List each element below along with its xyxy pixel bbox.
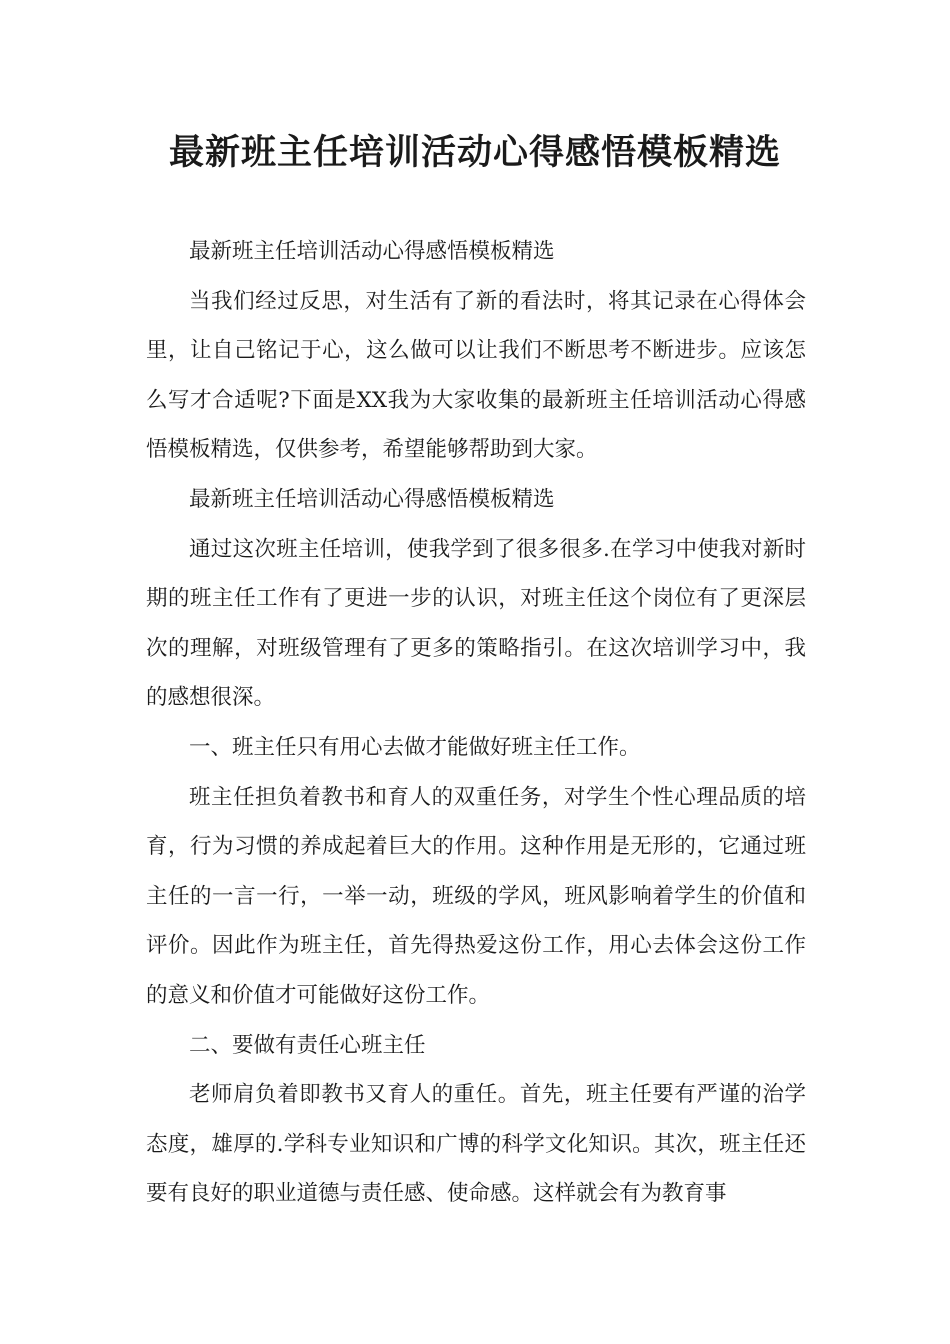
section-heading-2: 二、要做有责任心班主任 — [189, 1032, 426, 1058]
paragraph-section-1: 班主任担负着教书和育人的双重任务，对学生个性心理品质的培育，行为习惯的养成起着巨大的作用。这种作用是无形的，它通过班主任的一言一行，一举一动，班级的学风，班风影响着学生的价值和评价。因此作为班主任，首先得热爱这份工作，用心去体会这份工作的意义和价值才可能做好这份工作。 — [146, 784, 806, 1008]
paragraph-subtitle-2: 最新班主任培训活动心得感悟模板精选 — [189, 486, 555, 512]
paragraph-section-2: 老师肩负着即教书又育人的重任。首先，班主任要有严谨的治学态度，雄厚的.学科专业知识和广博的科学文化知识。其次，班主任还要有良好的职业道德与责任感、使命感。这样就会有为教育事 — [146, 1082, 806, 1207]
section-heading-1: 一、班主任只有用心去做才能做好班主任工作。 — [189, 734, 641, 760]
document-title: 最新班主任培训活动心得感悟模板精选 — [168, 133, 781, 173]
paragraph-subtitle-1: 最新班主任培训活动心得感悟模板精选 — [189, 239, 555, 264]
document-body — [146, 227, 806, 1219]
paragraph-intro: 当我们经过反思，对生活有了新的看法时，将其记录在心得体会里，让自己铭记于心，这么做可以让我们不断思考不断进步。应该怎么写才合适呢?下面是XX我为大家收集的最新班主任培训活动心得感悟模板精选，仅供参考，希望能够帮助到大家。 — [146, 288, 806, 463]
paragraph-training-summary: 通过这次班主任培训，使我学到了很多很多.在学习中使我对新时期的班主任工作有了更进一步的认识，对班主任这个岗位有了更深层次的理解，对班级管理有了更多的策略指引。在这次培训学习中，我的感想很深。 — [146, 536, 806, 711]
